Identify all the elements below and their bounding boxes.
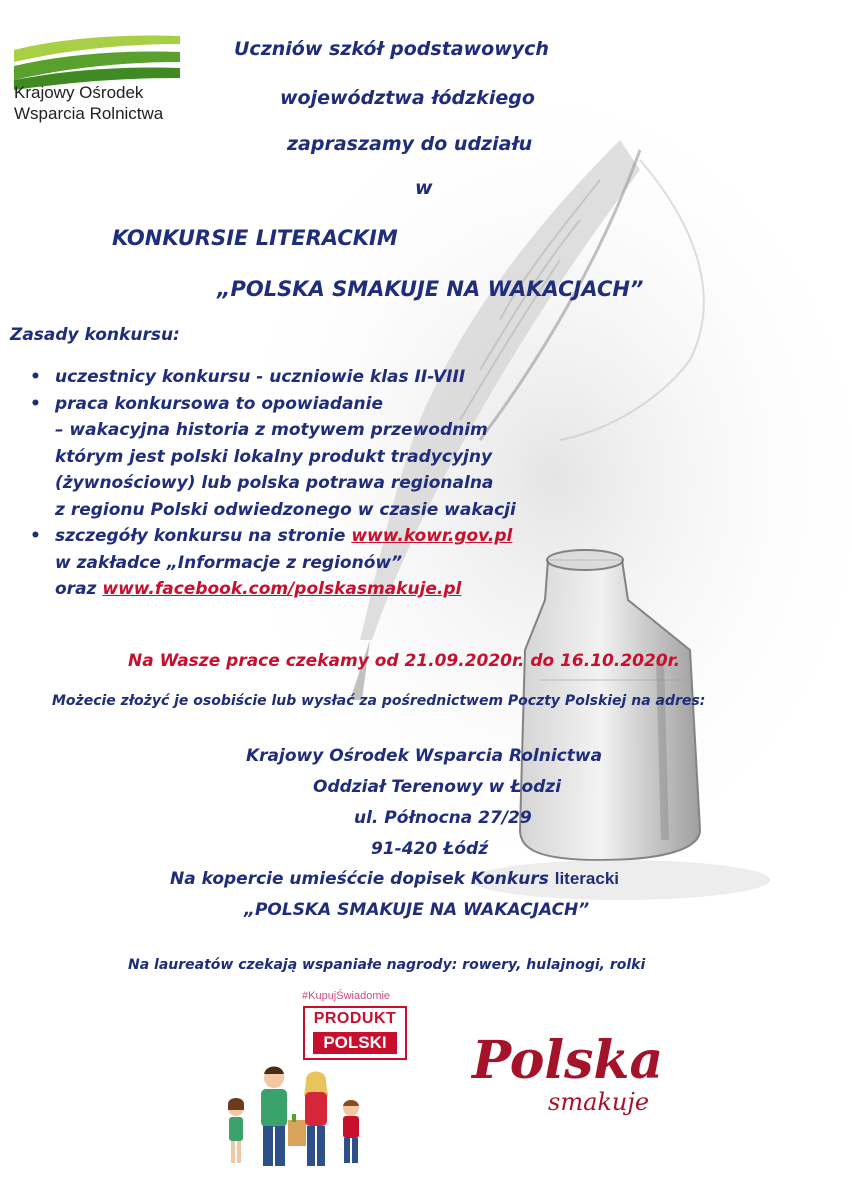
rule-item-cont [30,417,516,444]
envelope-note [170,869,619,889]
rule-text: – wakacyjna historia z motywem przewodnim [55,420,488,440]
rule-text: (żywnościowy) lub polska potrawa regionalna [55,473,494,493]
polska-smakuje-logo-word2: smakuje [548,1088,650,1116]
kowr-logo-line1: Krajowy Ośrodek [14,83,144,102]
rule-item [30,364,516,391]
polska-smakuje-logo-word1: Polska [472,1030,664,1091]
address-line-2: Oddział Terenowy w Łodzi [313,777,562,797]
produkt-polski-line1: PRODUKT [313,1010,397,1027]
bullet-icon: • [30,393,41,414]
header-line-4: w [415,177,433,199]
facebook-link[interactable]: www.facebook.com/polskasmakuje.pl [102,579,462,599]
address-line-4: 91-420 Łódź [371,839,489,859]
kowr-logo-line2: Wsparcia Rolnictwa [14,104,164,123]
rules-title: Zasady konkursu: [10,325,180,345]
rules-list [30,364,516,603]
rule-item-cont [30,497,516,524]
family-illustration [216,1060,376,1170]
envelope-note-word: literacki [554,869,619,888]
produkt-polski-line2: POLSKI [313,1032,397,1054]
bullet-icon: • [30,367,41,387]
rule-text: praca konkursowa to opowiadanie [55,393,384,414]
submission-note: Możecie złożyć je osobiście lub wysłać za pośrednictwem Poczty Polskiej na adres: [52,693,706,709]
rule-text: z regionu Polski odwiedzonego w czasie wakacji [55,499,516,520]
header-line-2: województwa łódzkiego [280,87,535,109]
contest-title: „POLSKA SMAKUJE NA WAKACJACH” [217,277,644,301]
bullet-icon: • [30,526,41,546]
kowr-website-link[interactable]: www.kowr.gov.pl [351,526,513,546]
envelope-contest-title: „POLSKA SMAKUJE NA WAKACJACH” [244,900,590,920]
kowr-logo-text [14,82,163,124]
rule-text: uczestnicy konkursu - uczniowie klas II-VIII [55,367,466,387]
header-line-1: Uczniów szkół podstawowych [234,38,549,60]
address-line-3: ul. Północna 27/29 [354,808,532,828]
rule-item-cont [30,470,516,497]
rule-text: szczegóły konkursu na stronie [55,526,352,546]
envelope-note-prefix: Na kopercie umieśćcie dopisek Konkurs [170,869,555,889]
prizes-note: Na laureatów czekają wspaniałe nagrody: rowery, hulajnogi, rolki [128,957,646,973]
rule-item-cont [30,550,516,577]
rule-item-cont [30,444,516,471]
address-line-1: Krajowy Ośrodek Wsparcia Rolnictwa [246,746,603,766]
submission-dates: Na Wasze prace czekamy od 21.09.2020r. do 16.10.2020r. [128,651,681,671]
rule-text: w zakładce „Informacje z regionów” [55,552,403,573]
rule-item [30,391,516,418]
header-line-3: zapraszamy do udziału [287,133,533,155]
rule-item-cont [30,576,516,603]
kupuj-swiadomie-hashtag: #KupujŚwiadomie [302,990,391,1002]
contest-name: KONKURSIE LITERACKIM [112,226,398,250]
rule-text: którym jest polski lokalny produkt tradycyjny [55,446,493,467]
rule-text: oraz [55,579,103,599]
produkt-polski-logo [303,1006,407,1060]
rule-item [30,523,516,550]
